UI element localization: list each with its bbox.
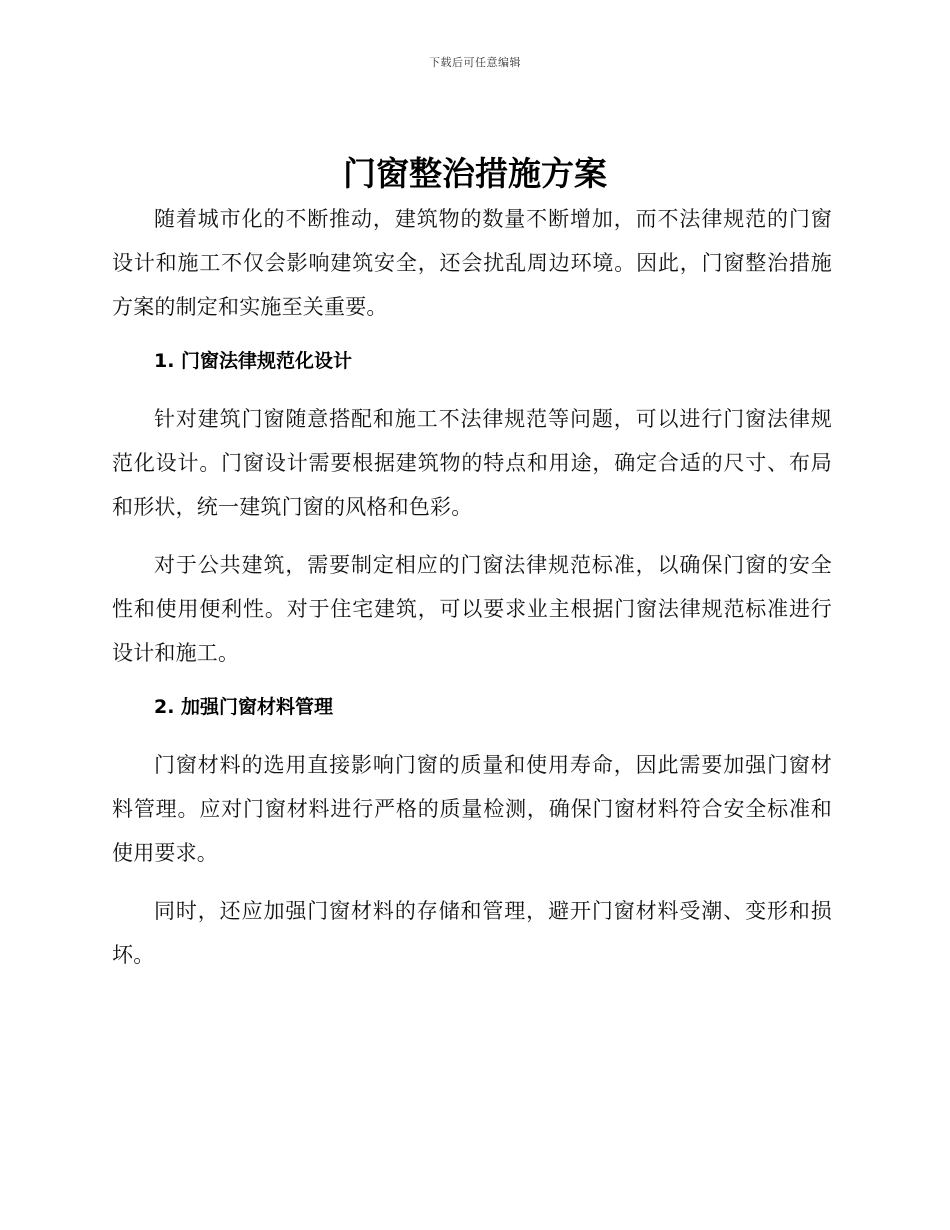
intro-paragraph: 随着城市化的不断推动，建筑物的数量不断增加，而不法律规范的门窗设计和施工不仅会影响建筑安全，还会扰乱周边环境。因此，门窗整治措施方案的制定和实施至关重要。 [112, 207, 832, 319]
document-body [112, 197, 832, 977]
section-heading-2: 2. 加强门窗材料管理 [154, 696, 334, 718]
section-1-paragraph-1: 针对建筑门窗随意搭配和施工不法律规范等问题，可以进行门窗法律规范化设计。门窗设计需要根据建筑物的特点和用途，确定合适的尺寸、布局和形状，统一建筑门窗的风格和色彩。 [112, 407, 832, 519]
document-title: 门窗整治措施方案 [343, 154, 607, 193]
section-heading-1: 1. 门窗法律规范化设计 [154, 350, 353, 372]
section-2-paragraph-1: 门窗材料的选用直接影响门窗的质量和使用寿命，因此需要加强门窗材料管理。应对门窗材料进行严格的质量检测，确保门窗材料符合安全标准和使用要求。 [112, 753, 832, 865]
section-1-paragraph-2: 对于公共建筑，需要制定相应的门窗法律规范标准，以确保门窗的安全性和使用便利性。对于住宅建筑，可以要求业主根据门窗法律规范标准进行设计和施工。 [112, 553, 832, 665]
header-note: 下载后可任意编辑 [429, 56, 521, 69]
section-2-paragraph-2: 同时，还应加强门窗材料的存储和管理，避开门窗材料受潮、变形和损坏。 [112, 899, 832, 967]
